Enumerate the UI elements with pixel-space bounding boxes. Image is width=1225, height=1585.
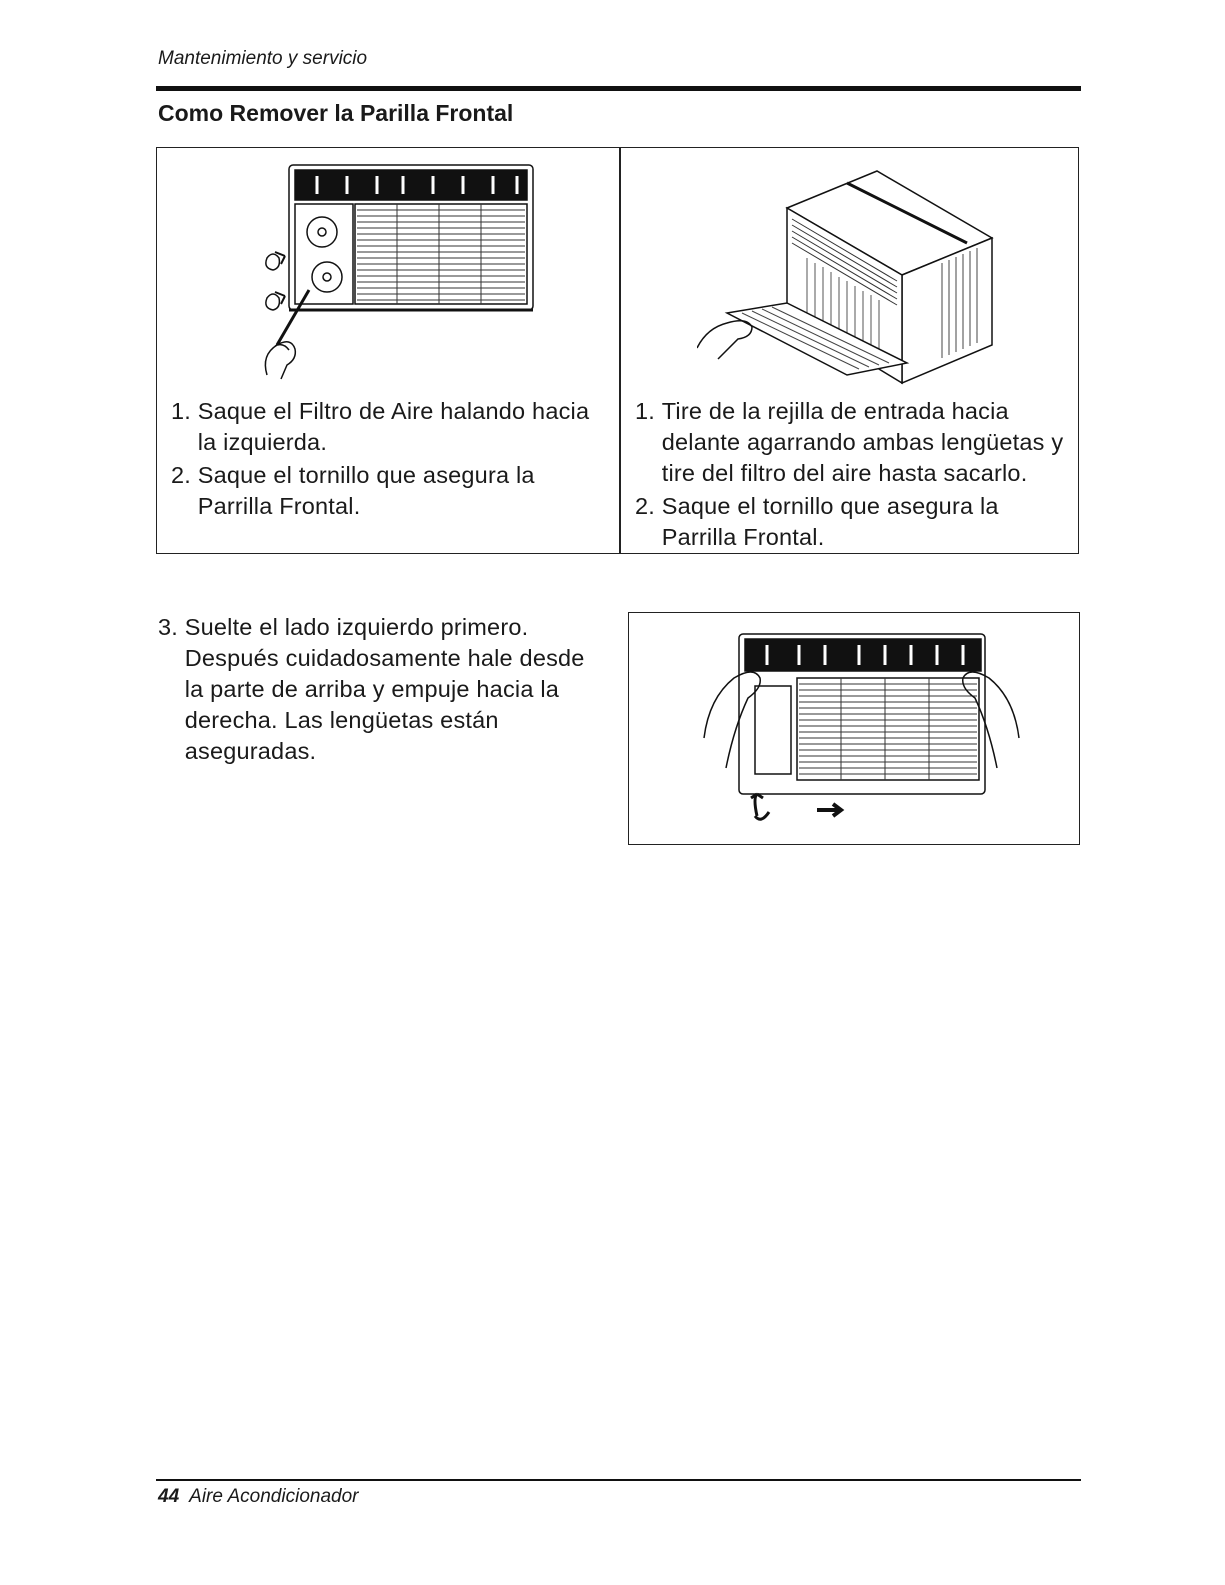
step-number: 1.	[171, 398, 198, 424]
header-section-label: Mantenimiento y servicio	[158, 48, 368, 69]
instruction-panel-table	[156, 147, 1079, 554]
left-step-2	[171, 460, 601, 522]
right-step-2	[635, 491, 1075, 553]
step-number: 1.	[635, 398, 662, 424]
footer-rule	[156, 1479, 1081, 1481]
page-footer	[158, 1486, 358, 1508]
page-title: Como Remover la Parilla Frontal	[158, 100, 514, 126]
step-3-figure-frame	[628, 612, 1080, 845]
header-rule	[156, 86, 1081, 91]
step-text: Saque el tornillo que asegura la Parrilla Frontal.	[197, 462, 535, 519]
step-text: Tire de la rejilla de entrada hacia delante agarrando ambas lengüetas y tire del filtro del aire hasta sacarlo.	[661, 398, 1064, 486]
step-number: 2.	[635, 493, 662, 519]
page-number: 44	[158, 1486, 180, 1507]
inlet-grille-open-illustration	[697, 163, 1007, 388]
step-text: Saque el Filtro de Aire halando hacia la izquierda.	[197, 398, 590, 455]
right-panel-steps	[635, 396, 1075, 555]
step-3	[158, 612, 588, 767]
step-text: Suelte el lado izquierdo primero. Después cuidadosamente hale desde la parte de arriba y empuje hacia la derecha. Las lengüetas están aseguradas.	[184, 614, 585, 764]
left-step-1	[171, 396, 601, 458]
left-panel-steps	[171, 396, 601, 524]
step-3-text	[158, 612, 588, 769]
step-number: 3.	[158, 614, 185, 640]
front-grille-knobs-illustration	[227, 160, 557, 385]
right-step-1	[635, 396, 1075, 489]
panel-divider	[619, 148, 621, 553]
grille-release-illustration	[689, 628, 1029, 833]
manual-title: Aire Acondicionador	[189, 1486, 359, 1507]
step-number: 2.	[171, 462, 198, 488]
step-text: Saque el tornillo que asegura la Parrilla Frontal.	[661, 493, 999, 550]
